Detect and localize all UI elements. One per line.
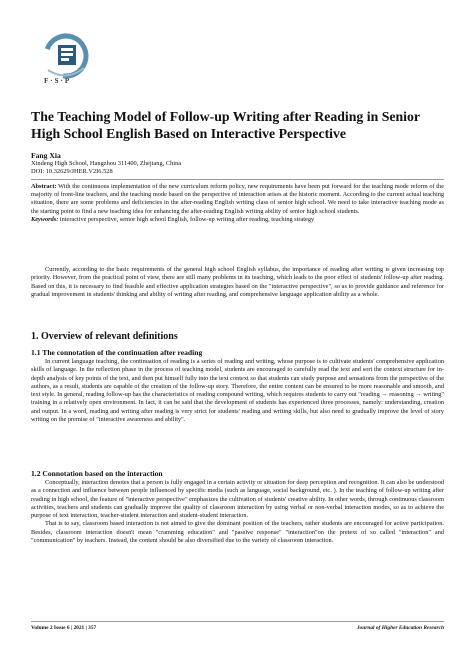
abstract-paragraph [31, 183, 444, 216]
footer-volume-info: Volume 2 Issue 6 | 2021 | 357 [31, 625, 97, 631]
subsection-2-paragraph-1: Conceptually, interaction denotes that a person is fully engaged in a certain activity or situation for deep perception and recognition. It can also be understood as a connection and influence between people influenced by specific media (such as language, social background, etc. ). In the teaching of follow-up writing after reading in high school, the feature of "interactive perspective" emphasizes the cultivation of students' creative ability. In other words, through continuous classroom activities, teachers and students can gradually improve the quality of classroom interaction by using verbal or non-verbal interaction modes, so as to achieve the purpose of text interaction, teacher-student interaction and student-student interaction. [31, 479, 444, 519]
keywords-text: interactive perspective, senior high school English, follow-up writing after reading, teaching strategy [58, 215, 315, 223]
subsection-1-body [31, 358, 444, 424]
author-affiliation [31, 160, 181, 176]
paper-title: The Teaching Model of Follow-up Writing after Reading in Senior High School English Based on Interactive Perspective [31, 109, 420, 141]
affiliation-line: Xindeng High School, Hangzhou 311400, Zhejiang, China [31, 160, 182, 167]
subsection-1-paragraph: In current language teaching, the continuation of reading is a series of reading and writing, whose purpose is to cultivate students' comprehensive application skills of language. In the reflection phase in the process of teaching model, students are encouraged to carefully read the text and sort the context structure for in-depth analysis of key points of the text, and then put himself fully into the text context so that students can study purpose and sensations from the perspective of the authors, as a result, students are capable of the creation of the follow-up story. Therefore, the entire content can be ensured to be more reasonable and smooth, and text style. In general, reading follow-up has the characteristics of reading compound writing, which requires students to carry out "reading → reasoning → writing" training in a relatively open environment. In fact, it can be said that the development of students has experienced three processes, namely: understanding, creation and output. In a word, reading and writing after reading is very strict for students' reading and writing skills, but also need to gradually improve the level of story writing on the premise of "interactive awareness and ability". [31, 358, 444, 423]
abstract-label: Abstract: [31, 183, 57, 190]
doi-link[interactable]: DOI: 10.32629/JHER.V2I6.528 [31, 168, 113, 175]
subsection-heading: 1.2 Connotation based on the interaction [31, 469, 163, 478]
section-heading: 1. Overview of relevant definitions [31, 331, 178, 342]
abstract-text: With the continuous implementation of the new curriculum reform policy, new requirements have been put forward for the teaching mode reform of the majority of front-line teachers, and the teaching mode based on the perspective of interaction arises at the historic moment. According to the current actual teaching situation, there are some problems and deficiencies in the after-reading English writing class of senior high school. We need to take interactive teaching mode as the starting point to find a new teaching idea for enhancing the after-reading English writing ability of senior high school students. [31, 183, 444, 215]
author-name: Fang Xia [31, 151, 61, 160]
abstract-section [31, 179, 444, 224]
footer-journal-name: Journal of Higher Education Research [356, 625, 444, 631]
subsection-heading: 1.1 The connotation of the continuation after reading [31, 348, 203, 357]
introduction-section [31, 266, 444, 299]
intro-paragraph: Currently, according to the basic requirements of the general high school English syllabus, the importance of reading after writing is given increasing top priority. However, from the practical point of view, there are still many problems in its teaching, which leads to the poor effect of students' follow-up after reading. Based on this, it is necessary to find feasible and effective application strategies based on the "interactive perspective", so as to provide guidance and reference for gradual improvement in students' thinking and ability of writing after reading, and comprehensive language application ability as a whole. [31, 266, 444, 298]
subsection-2-paragraph-2: That is to say, classroom based interaction is not aimed to give the dominant position of the teachers, rather students are encouraged for active participation. Besides, classroom interaction doesn't mean "cramming education" and "passive response" "interaction"on the pretext of so called "interaction" and "communication" by teachers. Instead, the content should be also diversified due to the variety of classroom interaction. [31, 520, 444, 544]
keywords-paragraph [31, 216, 444, 224]
keywords-label: Keywords: [31, 215, 59, 223]
subsection-2-body [31, 479, 444, 545]
page-footer [31, 621, 444, 631]
publisher-logo-text: F·S·P [44, 77, 72, 85]
